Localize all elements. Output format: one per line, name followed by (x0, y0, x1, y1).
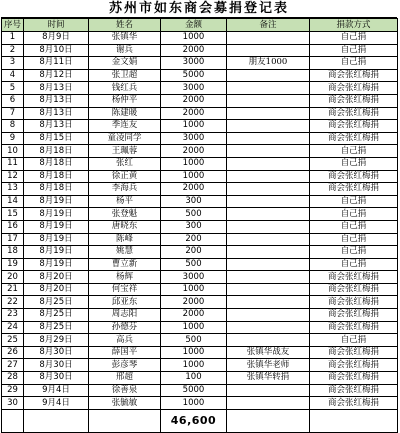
cell-number: 24 (2, 321, 24, 334)
cell-amount: 1000 (161, 397, 227, 410)
cell-amount: 2000 (161, 44, 227, 57)
cell-name: 薛国平 (89, 346, 161, 359)
cell-method: 自己捐 (310, 145, 398, 158)
total-cell-note (227, 409, 310, 432)
cell-date: 8月20日 (24, 271, 89, 284)
table-row (2, 359, 398, 372)
cell-number: 21 (2, 283, 24, 296)
cell-note (227, 170, 310, 183)
cell-date: 8月18日 (24, 183, 89, 196)
cell-note (227, 183, 310, 196)
cell-number: 14 (2, 195, 24, 208)
cell-date: 8月19日 (24, 258, 89, 271)
cell-date: 8月13日 (24, 94, 89, 107)
cell-number: 25 (2, 334, 24, 347)
cell-name: 王珮蓉 (89, 145, 161, 158)
cell-name: 张镇华 (89, 32, 161, 45)
table-row (2, 321, 398, 334)
cell-amount: 5000 (161, 384, 227, 397)
sheet-title: 苏州市如东商会募捐登记表 (1, 0, 397, 18)
cell-date: 8月10日 (24, 44, 89, 57)
cell-amount: 1000 (161, 157, 227, 170)
cell-note (227, 384, 310, 397)
cell-number: 15 (2, 208, 24, 221)
cell-note (227, 132, 310, 145)
cell-note (227, 82, 310, 95)
cell-number: 26 (2, 346, 24, 359)
cell-date: 8月18日 (24, 157, 89, 170)
cell-name: 陈峰 (89, 233, 161, 246)
header-row (2, 19, 398, 32)
cell-amount: 5000 (161, 69, 227, 82)
cell-note: 张镇华转捐 (227, 372, 310, 385)
cell-method: 商会张红梅捐 (310, 94, 398, 107)
table-row (2, 145, 398, 158)
cell-number: 5 (2, 82, 24, 95)
table-row (2, 296, 398, 309)
cell-method: 商会张红梅捐 (310, 372, 398, 385)
header-name: 姓名 (89, 19, 161, 32)
table-row (2, 309, 398, 322)
cell-date: 8月19日 (24, 195, 89, 208)
cell-number: 9 (2, 132, 24, 145)
cell-amount: 2000 (161, 309, 227, 322)
table-row (2, 94, 398, 107)
cell-method: 商会张红梅捐 (310, 183, 398, 196)
total-amount: 46,600 (161, 409, 227, 432)
cell-method: 商会张红梅捐 (310, 346, 398, 359)
header-method: 捐款方式 (310, 19, 398, 32)
table-row (2, 44, 398, 57)
cell-name: 张红 (89, 157, 161, 170)
cell-number: 22 (2, 296, 24, 309)
table-row (2, 132, 398, 145)
cell-number: 19 (2, 258, 24, 271)
cell-name: 何宝祥 (89, 283, 161, 296)
cell-note: 张镇华老师 (227, 359, 310, 372)
cell-number: 17 (2, 233, 24, 246)
table-row (2, 157, 398, 170)
cell-name: 杨平 (89, 195, 161, 208)
cell-method: 商会张红梅捐 (310, 283, 398, 296)
cell-method: 商会张红梅捐 (310, 132, 398, 145)
cell-amount: 300 (161, 220, 227, 233)
cell-note (227, 44, 310, 57)
cell-method: 商会张红梅捐 (310, 321, 398, 334)
cell-date: 8月19日 (24, 246, 89, 259)
cell-date: 8月19日 (24, 208, 89, 221)
table-row (2, 82, 398, 95)
table-row (2, 346, 398, 359)
cell-amount: 2000 (161, 296, 227, 309)
cell-name: 邱亚东 (89, 296, 161, 309)
cell-name: 周志阳 (89, 309, 161, 322)
cell-method: 商会张红梅捐 (310, 384, 398, 397)
cell-amount: 500 (161, 334, 227, 347)
header-note: 备注 (227, 19, 310, 32)
cell-note (227, 107, 310, 120)
cell-name: 陈建暖 (89, 107, 161, 120)
cell-method: 商会张红梅捐 (310, 359, 398, 372)
cell-name: 钱红兵 (89, 82, 161, 95)
cell-note (227, 94, 310, 107)
cell-amount: 500 (161, 258, 227, 271)
cell-method: 自己捐 (310, 157, 398, 170)
cell-note (227, 32, 310, 45)
table-row (2, 170, 398, 183)
cell-name: 季连友 (89, 120, 161, 133)
table-row (2, 384, 398, 397)
cell-note: 朋友1000 (227, 57, 310, 70)
total-cell-name (89, 409, 161, 432)
cell-date: 8月25日 (24, 321, 89, 334)
cell-amount: 3000 (161, 132, 227, 145)
cell-method: 商会张红梅捐 (310, 120, 398, 133)
cell-amount: 3000 (161, 57, 227, 70)
cell-method: 自己捐 (310, 32, 398, 45)
cell-amount: 3000 (161, 82, 227, 95)
cell-name: 杨辉 (89, 271, 161, 284)
cell-method: 自己捐 (310, 246, 398, 259)
table-row (2, 183, 398, 196)
cell-method: 商会张红梅捐 (310, 107, 398, 120)
cell-name: 高兵 (89, 334, 161, 347)
donation-table (1, 18, 398, 433)
table-row (2, 57, 398, 70)
cell-name: 孙德芬 (89, 321, 161, 334)
cell-note (227, 120, 310, 133)
cell-note (227, 296, 310, 309)
cell-amount: 1000 (161, 283, 227, 296)
cell-date: 8月13日 (24, 107, 89, 120)
cell-date: 8月19日 (24, 220, 89, 233)
cell-note (227, 258, 310, 271)
cell-note (227, 397, 310, 410)
cell-name: 谢兵 (89, 44, 161, 57)
cell-date: 8月18日 (24, 145, 89, 158)
cell-amount: 2000 (161, 183, 227, 196)
cell-note (227, 246, 310, 259)
cell-method: 商会张红梅捐 (310, 82, 398, 95)
cell-name: 金文娟 (89, 57, 161, 70)
cell-date: 9月4日 (24, 397, 89, 410)
cell-date: 8月15日 (24, 132, 89, 145)
cell-date: 8月30日 (24, 346, 89, 359)
cell-amount: 1000 (161, 321, 227, 334)
cell-name: 徐正黄 (89, 170, 161, 183)
table-row (2, 208, 398, 221)
cell-number: 12 (2, 170, 24, 183)
cell-amount: 1000 (161, 120, 227, 133)
total-row (2, 409, 398, 432)
table-row (2, 32, 398, 45)
cell-number: 13 (2, 183, 24, 196)
cell-date: 8月12日 (24, 69, 89, 82)
cell-number: 30 (2, 397, 24, 410)
cell-note (227, 334, 310, 347)
table-row (2, 107, 398, 120)
cell-name: 童凌同学 (89, 132, 161, 145)
cell-amount: 100 (161, 372, 227, 385)
cell-date: 9月4日 (24, 384, 89, 397)
table-row (2, 258, 398, 271)
cell-note (227, 69, 310, 82)
cell-number: 23 (2, 309, 24, 322)
cell-name: 张毓敏 (89, 397, 161, 410)
table-row (2, 397, 398, 410)
total-cell-method (310, 409, 398, 432)
cell-amount: 200 (161, 233, 227, 246)
cell-number: 27 (2, 359, 24, 372)
cell-note (227, 157, 310, 170)
cell-name: 徐善泉 (89, 384, 161, 397)
table-row (2, 220, 398, 233)
table-row (2, 69, 398, 82)
cell-name: 邢超 (89, 372, 161, 385)
header-number: 序号 (2, 19, 24, 32)
cell-number: 10 (2, 145, 24, 158)
cell-name: 李海兵 (89, 183, 161, 196)
cell-amount: 2000 (161, 94, 227, 107)
table-row (2, 372, 398, 385)
table-body (2, 32, 398, 410)
cell-method: 自己捐 (310, 44, 398, 57)
header-amount: 金额 (161, 19, 227, 32)
total-cell-number (2, 409, 24, 432)
cell-number: 3 (2, 57, 24, 70)
cell-note (227, 309, 310, 322)
cell-note (227, 321, 310, 334)
cell-number: 11 (2, 157, 24, 170)
cell-method: 商会张红梅捐 (310, 309, 398, 322)
cell-note (227, 220, 310, 233)
table-row (2, 283, 398, 296)
cell-amount: 1000 (161, 32, 227, 45)
cell-number: 4 (2, 69, 24, 82)
cell-name: 杨仲平 (89, 94, 161, 107)
cell-name: 张卫超 (89, 69, 161, 82)
cell-number: 16 (2, 220, 24, 233)
cell-note (227, 195, 310, 208)
cell-number: 2 (2, 44, 24, 57)
cell-date: 8月30日 (24, 372, 89, 385)
cell-note: 张镇华战友 (227, 346, 310, 359)
cell-number: 28 (2, 372, 24, 385)
cell-method: 自己捐 (310, 233, 398, 246)
cell-number: 1 (2, 32, 24, 45)
cell-amount: 300 (161, 195, 227, 208)
cell-amount: 500 (161, 208, 227, 221)
cell-amount: 1000 (161, 346, 227, 359)
cell-note (227, 283, 310, 296)
cell-name: 张登魁 (89, 208, 161, 221)
table-row (2, 334, 398, 347)
cell-number: 18 (2, 246, 24, 259)
cell-date: 8月19日 (24, 233, 89, 246)
header-date: 时间 (24, 19, 89, 32)
cell-number: 8 (2, 120, 24, 133)
cell-amount: 200 (161, 246, 227, 259)
total-cell-date (24, 409, 89, 432)
cell-amount: 1000 (161, 359, 227, 372)
cell-number: 6 (2, 94, 24, 107)
cell-method: 自己捐 (310, 57, 398, 70)
cell-method: 自己捐 (310, 334, 398, 347)
cell-method: 商会张红梅捐 (310, 271, 398, 284)
cell-method: 商会张红梅捐 (310, 69, 398, 82)
cell-date: 8月25日 (24, 296, 89, 309)
table-row (2, 246, 398, 259)
cell-method: 商会张红梅捐 (310, 296, 398, 309)
cell-note (227, 145, 310, 158)
cell-amount: 1000 (161, 170, 227, 183)
cell-amount: 2000 (161, 145, 227, 158)
cell-method: 自己捐 (310, 258, 398, 271)
cell-amount: 3000 (161, 271, 227, 284)
cell-note (227, 233, 310, 246)
donation-sheet (1, 0, 397, 433)
cell-number: 29 (2, 384, 24, 397)
cell-number: 20 (2, 271, 24, 284)
cell-method: 自己捐 (310, 208, 398, 221)
cell-date: 8月13日 (24, 120, 89, 133)
cell-date: 8月20日 (24, 283, 89, 296)
cell-date: 8月18日 (24, 170, 89, 183)
cell-method: 自己捐 (310, 220, 398, 233)
table-row (2, 271, 398, 284)
cell-method: 商会张红梅捐 (310, 170, 398, 183)
table-row (2, 233, 398, 246)
cell-method: 自己捐 (310, 195, 398, 208)
cell-date: 8月13日 (24, 82, 89, 95)
cell-amount: 2000 (161, 107, 227, 120)
table-row (2, 195, 398, 208)
cell-note (227, 208, 310, 221)
cell-date: 8月25日 (24, 309, 89, 322)
cell-name: 姚慧 (89, 246, 161, 259)
table-row (2, 120, 398, 133)
cell-number: 7 (2, 107, 24, 120)
cell-method: 商会张红梅捐 (310, 397, 398, 410)
cell-date: 8月30日 (24, 359, 89, 372)
cell-date: 8月29日 (24, 334, 89, 347)
cell-name: 唐晓东 (89, 220, 161, 233)
cell-date: 8月9日 (24, 32, 89, 45)
cell-note (227, 271, 310, 284)
cell-name: 曹立新 (89, 258, 161, 271)
cell-date: 8月11日 (24, 57, 89, 70)
cell-name: 彭彦琴 (89, 359, 161, 372)
